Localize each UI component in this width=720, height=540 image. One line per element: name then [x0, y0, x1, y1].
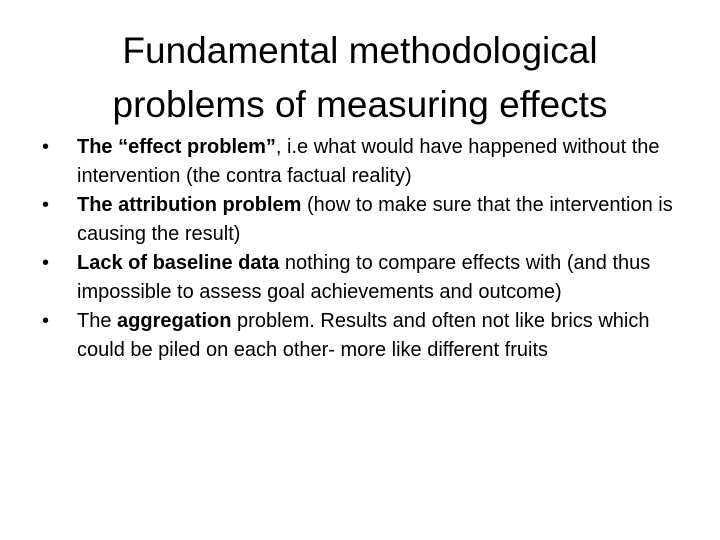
bullet-heading: aggregation [117, 310, 232, 332]
bullet-heading: Lack of baseline data [77, 252, 280, 274]
bullet-heading: The attribution problem [77, 194, 302, 216]
bullet-text: (how to make sure that the intervention is causing the result) [77, 194, 673, 245]
bullet-item-attribution-problem [36, 191, 684, 249]
bullet-item-effect-problem [36, 133, 684, 191]
slide-title-line-2: problems of measuring effects [112, 84, 608, 125]
bullet-item-baseline-data [36, 249, 684, 307]
bullet-item-aggregation-problem [36, 307, 684, 365]
bullet-text: problem. Results and often not like brics which could be piled on each other- more like different fruits [77, 310, 650, 361]
bullet-icon: • [42, 194, 50, 216]
slide-title-line-1: Fundamental methodological [122, 30, 598, 71]
bullet-heading: The “effect problem” [77, 136, 276, 158]
bullet-prefix: The [77, 310, 118, 332]
bullet-icon: • [42, 252, 50, 274]
bullet-list [36, 133, 684, 365]
bullet-text: , i.e what would have happened without the intervention (the contra factual reality) [77, 136, 660, 187]
bullet-text: nothing to compare effects with (and thus impossible to assess goal achievements and outcome) [77, 252, 651, 303]
slide-title [36, 24, 684, 132]
bullet-icon: • [42, 136, 50, 158]
bullet-icon: • [42, 310, 50, 332]
